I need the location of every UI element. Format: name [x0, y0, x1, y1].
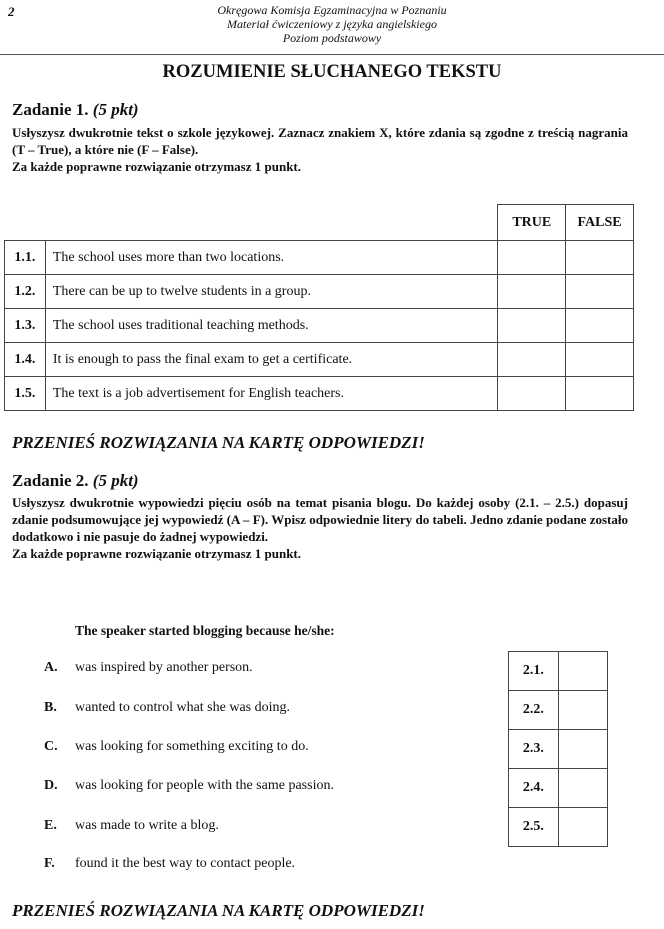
row-statement: It is enough to pass the final exam to get a certificate. — [45, 343, 498, 377]
header-line-1: Okręgowa Komisja Egzaminacyjna w Poznaniu — [217, 3, 447, 17]
answer-number: 2.5. — [509, 808, 559, 847]
table-row — [509, 691, 608, 730]
table-row — [509, 808, 608, 847]
col-true-header: TRUE — [498, 205, 566, 241]
option-letter: D. — [44, 778, 58, 793]
option-b — [44, 700, 290, 716]
task2-instruction: Usłyszysz dwukrotnie wypowiedzi pięciu osób na temat pisania blogu. Do każdej osoby (2.1. – 2.5.) dopasuj zdanie podsumowujące jej wypowiedź (A – F). Wpisz odpowiednie litery do tabeli. Jedno zdanie podane zostało dodatkowo i nie pasuje do żadnej wypowiedzi. — [12, 495, 628, 544]
option-letter: C. — [44, 739, 58, 754]
true-answer-cell[interactable] — [498, 275, 566, 309]
row-statement: The school uses more than two locations. — [45, 241, 498, 275]
row-number: 1.2. — [5, 275, 46, 309]
task2-scoring: Za każde poprawne rozwiązanie otrzymasz 1 punkt. — [12, 546, 302, 561]
option-letter: F. — [44, 856, 55, 871]
section-title: ROZUMIENIE SŁUCHANEGO TEKSTU — [162, 62, 502, 82]
false-answer-cell[interactable] — [566, 309, 634, 343]
table-row — [5, 309, 634, 343]
true-answer-cell[interactable] — [498, 309, 566, 343]
option-text: was looking for people with the same passion. — [75, 778, 334, 793]
header-line-3: Poziom podstawowy — [282, 31, 382, 45]
table-row — [509, 652, 608, 691]
task1-scoring: Za każde poprawne rozwiązanie otrzymasz 1 punkt. — [12, 159, 302, 174]
true-answer-cell[interactable] — [498, 343, 566, 377]
option-letter: B. — [44, 700, 57, 715]
option-f — [44, 856, 295, 872]
task1-instruction: Usłyszysz dwukrotnie tekst o szkole językowej. Zaznacz znakiem X, które zdania są zgodne z treścią nagrania (T – True), a które nie (F – False). — [12, 125, 628, 157]
task1-header-row — [5, 205, 634, 241]
page-number: 2 — [8, 4, 15, 19]
table-row — [5, 343, 634, 377]
option-e — [44, 818, 219, 834]
row-number: 1.3. — [5, 309, 46, 343]
row-statement: The school uses traditional teaching methods. — [45, 309, 498, 343]
task2-stem: The speaker started blogging because he/she: — [75, 623, 335, 638]
option-c — [44, 739, 309, 755]
true-answer-cell[interactable] — [498, 377, 566, 411]
task1-title-label: Zadanie 1. — [12, 100, 89, 119]
option-text: was looking for something exciting to do. — [75, 739, 309, 754]
row-number: 1.1. — [5, 241, 46, 275]
table-row — [509, 730, 608, 769]
task1-title — [12, 100, 139, 120]
task1-points: (5 pkt) — [92, 100, 139, 119]
table-row — [509, 769, 608, 808]
task2-title — [12, 471, 139, 491]
task2-transfer-note: PRZENIEŚ ROZWIĄZANIA NA KARTĘ ODPOWIEDZI! — [12, 901, 425, 920]
option-text: found it the best way to contact people. — [75, 856, 296, 871]
answer-cell[interactable] — [558, 808, 607, 847]
header-line-2: Materiał ćwiczeniowy z języka angielskiego — [227, 17, 437, 31]
answer-number: 2.1. — [509, 652, 559, 691]
header-lines — [0, 3, 664, 45]
task2-points: (5 pkt) — [92, 471, 139, 490]
task2-instructions — [12, 494, 628, 562]
row-statement: The text is a job advertisement for English teachers. — [45, 377, 498, 411]
option-letter: E. — [44, 818, 57, 833]
task2-answer-table — [508, 651, 608, 847]
option-a — [44, 660, 253, 676]
false-answer-cell[interactable] — [566, 241, 634, 275]
true-answer-cell[interactable] — [498, 241, 566, 275]
answer-cell[interactable] — [558, 691, 607, 730]
false-answer-cell[interactable] — [566, 275, 634, 309]
task1-instructions — [12, 124, 628, 175]
answer-number: 2.3. — [509, 730, 559, 769]
page-header — [0, 0, 664, 55]
task1-table — [4, 204, 634, 411]
table-row — [5, 377, 634, 411]
false-answer-cell[interactable] — [566, 377, 634, 411]
row-number: 1.5. — [5, 377, 46, 411]
false-answer-cell[interactable] — [566, 343, 634, 377]
option-text: was inspired by another person. — [75, 660, 253, 675]
table-row — [5, 241, 634, 275]
task1-transfer-note: PRZENIEŚ ROZWIĄZANIA NA KARTĘ ODPOWIEDZI! — [12, 433, 425, 452]
task2-title-label: Zadanie 2. — [12, 471, 89, 490]
answer-cell[interactable] — [558, 730, 607, 769]
answer-number: 2.4. — [509, 769, 559, 808]
option-d — [44, 778, 334, 794]
option-text: wanted to control what she was doing. — [75, 700, 291, 715]
row-number: 1.4. — [5, 343, 46, 377]
answer-cell[interactable] — [558, 652, 607, 691]
col-false-header: FALSE — [566, 205, 634, 241]
table-row — [5, 275, 634, 309]
row-statement: There can be up to twelve students in a group. — [45, 275, 498, 309]
answer-number: 2.2. — [509, 691, 559, 730]
option-letter: A. — [44, 660, 58, 675]
option-text: was made to write a blog. — [75, 818, 219, 833]
answer-cell[interactable] — [558, 769, 607, 808]
